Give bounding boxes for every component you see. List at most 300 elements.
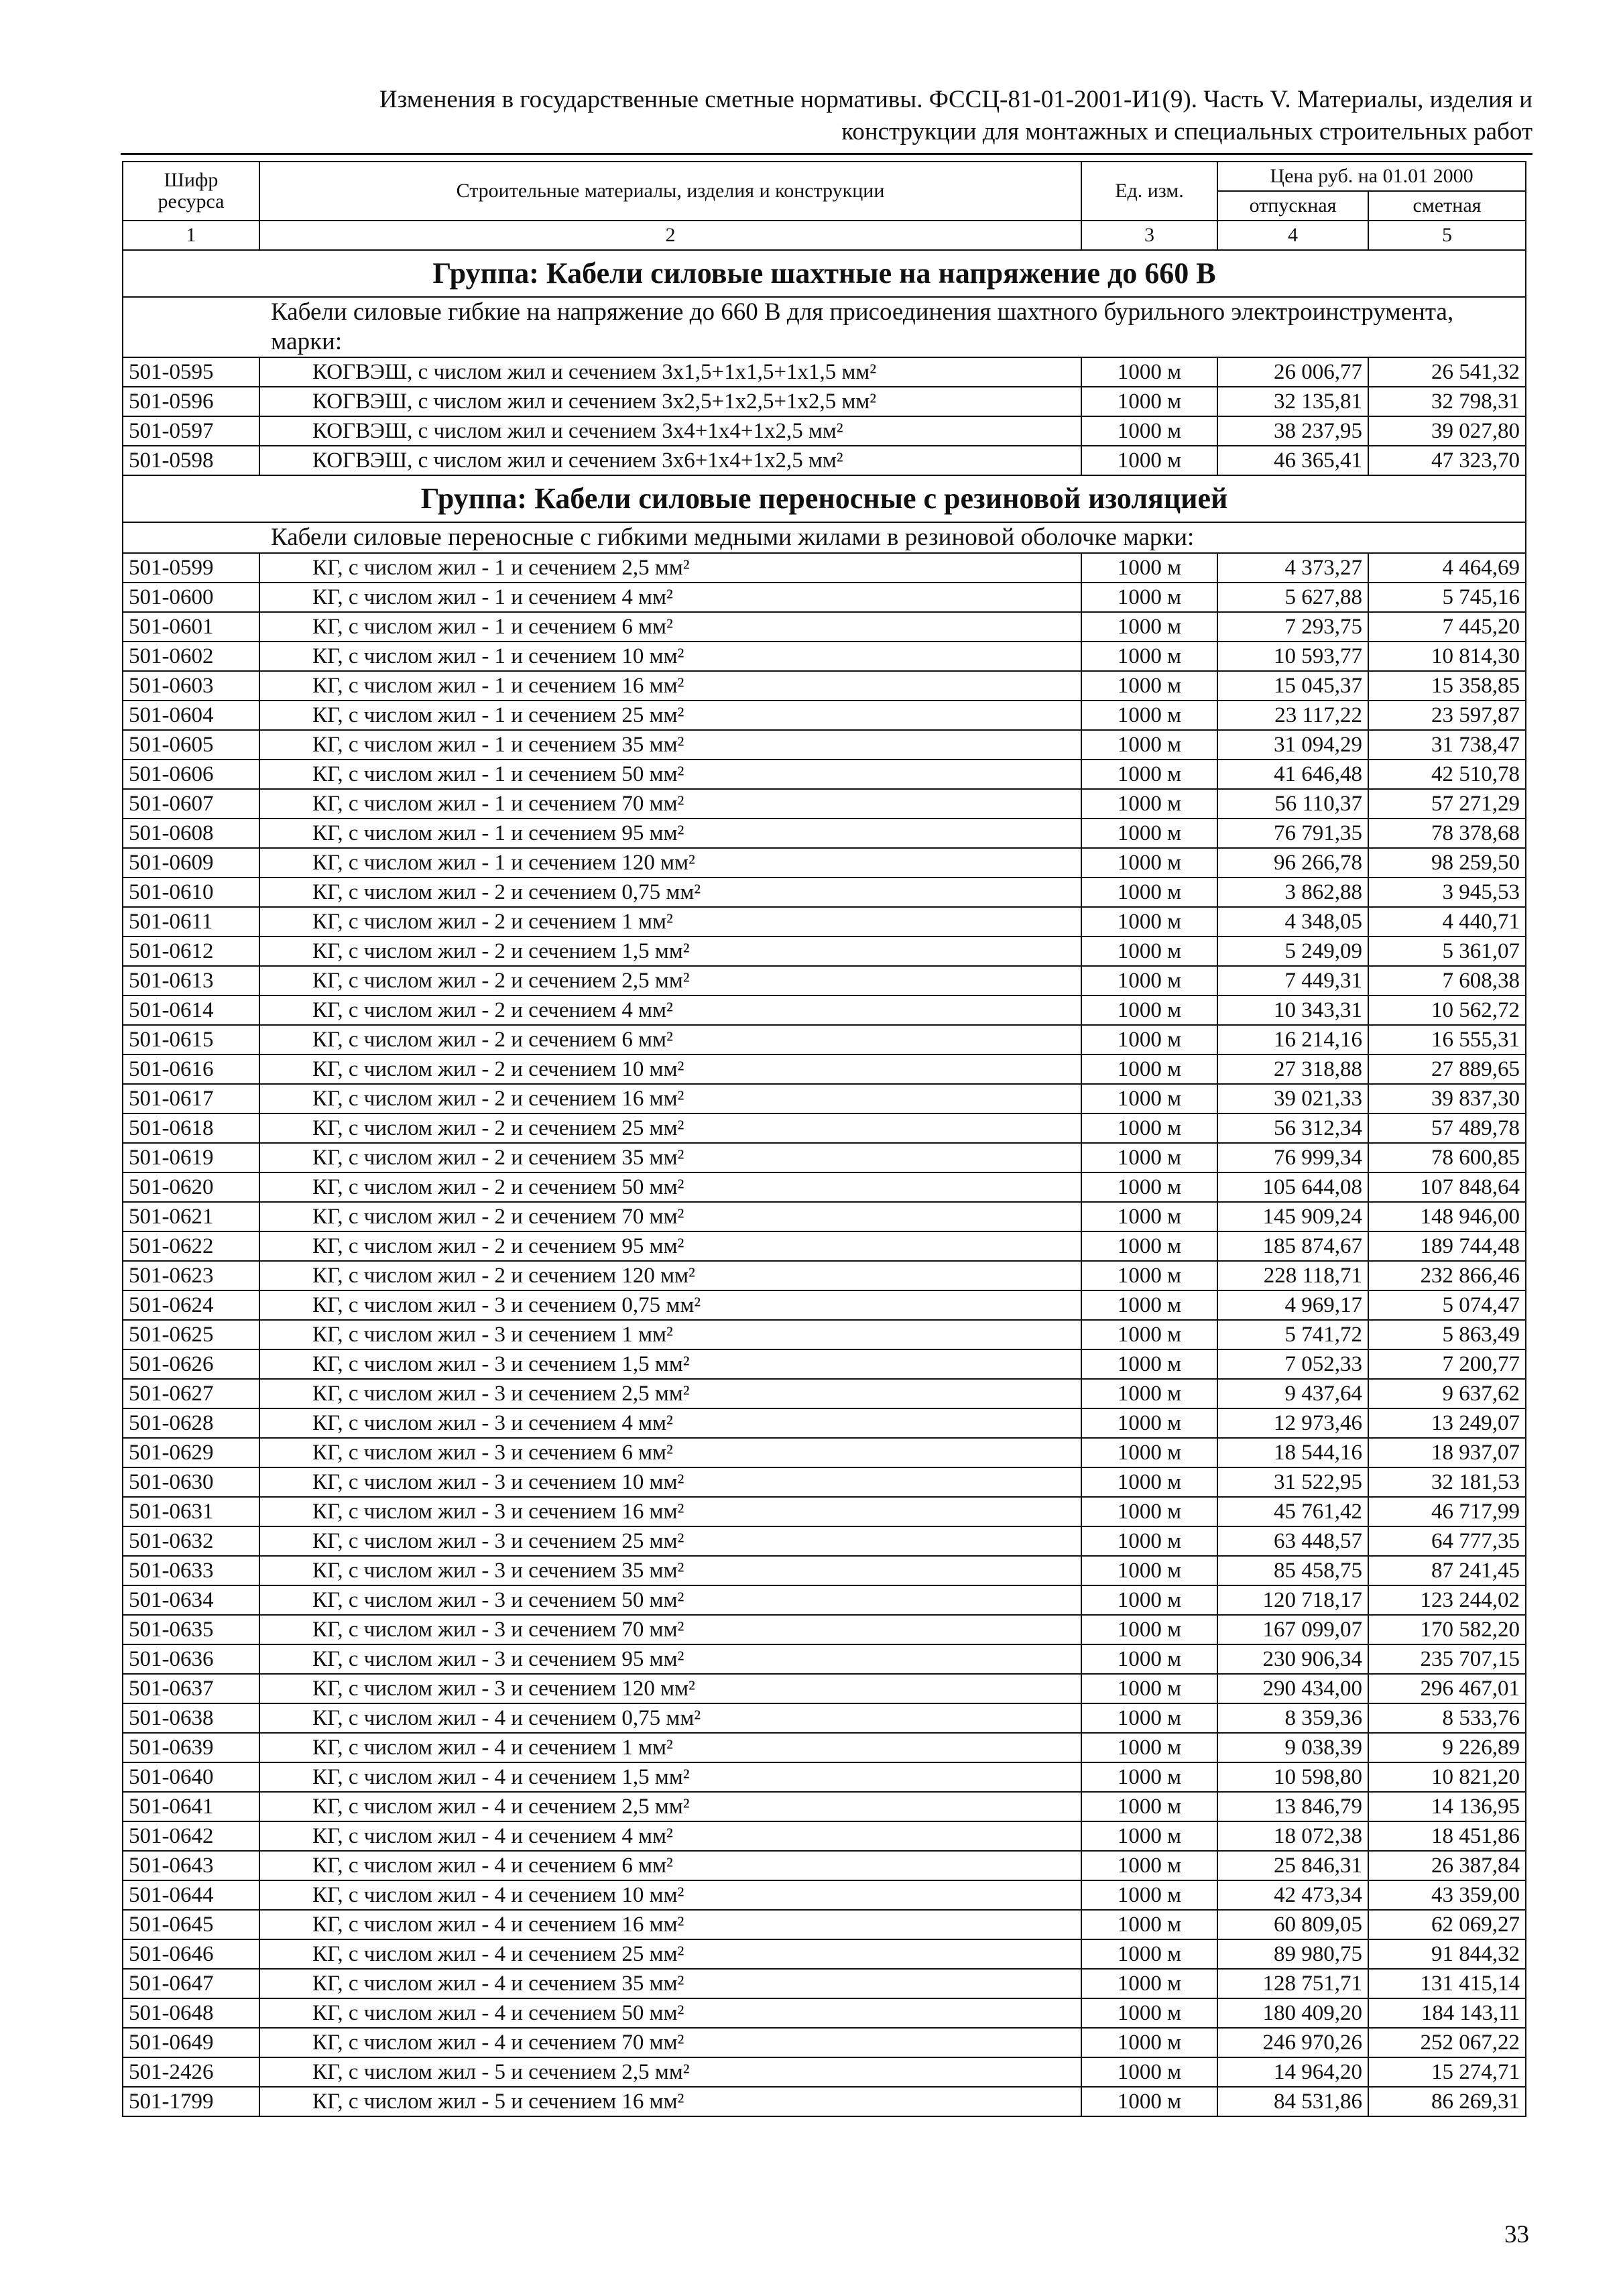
cell-estimate-price: 184 143,11 [1368,1998,1526,2028]
cell-unit: 1000 м [1081,1054,1217,1084]
cell-estimate-price: 43 359,00 [1368,1880,1526,1910]
cell-unit: 1000 м [1081,1703,1217,1733]
cell-code: 501-1799 [123,2087,259,2116]
cell-unit: 1000 м [1081,1733,1217,1762]
cell-release-price: 4 373,27 [1217,553,1368,583]
cell-estimate-price: 57 489,78 [1368,1113,1526,1143]
cell-unit: 1000 м [1081,730,1217,760]
cell-unit: 1000 м [1081,1025,1217,1054]
cell-name: КГ, с числом жил - 3 и сечением 1 мм² [259,1320,1081,1349]
cell-name: КГ, с числом жил - 1 и сечением 16 мм² [259,671,1081,701]
header-rule [121,153,1532,155]
table-row [123,1644,1526,1674]
cell-estimate-price: 8 533,76 [1368,1703,1526,1733]
cell-release-price: 4 969,17 [1217,1290,1368,1320]
cell-name: КГ, с числом жил - 4 и сечением 10 мм² [259,1880,1081,1910]
cell-estimate-price: 47 323,70 [1368,446,1526,475]
cell-unit: 1000 м [1081,1202,1217,1231]
cell-name: КГ, с числом жил - 5 и сечением 16 мм² [259,2087,1081,2116]
cell-estimate-price: 86 269,31 [1368,2087,1526,2116]
cell-code: 501-0637 [123,1674,259,1703]
cell-unit: 1000 м [1081,907,1217,936]
table-head [123,162,1526,250]
cell-unit: 1000 м [1081,1526,1217,1556]
table-row [123,1084,1526,1113]
cell-unit: 1000 м [1081,583,1217,612]
cell-code: 501-0622 [123,1231,259,1261]
cell-code: 501-0628 [123,1408,259,1438]
table-row [123,995,1526,1025]
cell-estimate-price: 3 945,53 [1368,878,1526,907]
cell-release-price: 10 593,77 [1217,642,1368,671]
cell-estimate-price: 46 717,99 [1368,1497,1526,1526]
cell-unit: 1000 м [1081,1792,1217,1821]
cell-unit: 1000 м [1081,1290,1217,1320]
cell-release-price: 76 999,34 [1217,1143,1368,1172]
cell-unit: 1000 м [1081,2087,1217,2116]
cell-name: КГ, с числом жил - 1 и сечением 10 мм² [259,642,1081,671]
cell-unit: 1000 м [1081,416,1217,446]
cell-name: КГ, с числом жил - 1 и сечением 4 мм² [259,583,1081,612]
cell-release-price: 26 006,77 [1217,357,1368,387]
cell-name: КГ, с числом жил - 2 и сечением 10 мм² [259,1054,1081,1084]
table-row [123,1438,1526,1467]
table-row [123,671,1526,701]
cell-code: 501-0601 [123,612,259,642]
table-row [123,1172,1526,1202]
cell-code: 501-0605 [123,730,259,760]
table-row [123,730,1526,760]
cell-name: КГ, с числом жил - 4 и сечением 0,75 мм² [259,1703,1081,1733]
table-row [123,1998,1526,2028]
cell-release-price: 41 646,48 [1217,760,1368,789]
col-number-4: 4 [1217,221,1368,250]
cell-name: КГ, с числом жил - 3 и сечением 0,75 мм² [259,1290,1081,1320]
cell-unit: 1000 м [1081,1585,1217,1615]
cell-name: КГ, с числом жил - 3 и сечением 35 мм² [259,1556,1081,1585]
cell-estimate-price: 16 555,31 [1368,1025,1526,1054]
subgroup-title: Кабели силовые переносные с гибкими медными жилами в резиновой оболочке марки: [123,522,1526,553]
cell-estimate-price: 4 440,71 [1368,907,1526,936]
table-row [123,1054,1526,1084]
cell-release-price: 185 874,67 [1217,1231,1368,1261]
header-line-1: Изменения в государственные сметные нормативы. ФССЦ-81-01-2001-И1(9). Часть V. Материалы, изделия и [379,86,1532,113]
cell-unit: 1000 м [1081,760,1217,789]
cell-code: 501-0630 [123,1467,259,1497]
cell-unit: 1000 м [1081,848,1217,878]
cell-unit: 1000 м [1081,612,1217,642]
cell-name: КГ, с числом жил - 2 и сечением 1,5 мм² [259,936,1081,966]
cell-release-price: 18 072,38 [1217,1821,1368,1851]
cell-code: 501-0634 [123,1585,259,1615]
document-header [121,84,1532,148]
cell-estimate-price: 107 848,64 [1368,1172,1526,1202]
cell-name: КГ, с числом жил - 5 и сечением 2,5 мм² [259,2057,1081,2087]
cell-unit: 1000 м [1081,1172,1217,1202]
cell-estimate-price: 64 777,35 [1368,1526,1526,1556]
cell-name: КГ, с числом жил - 3 и сечением 50 мм² [259,1585,1081,1615]
cell-name: КГ, с числом жил - 2 и сечением 16 мм² [259,1084,1081,1113]
cell-name: КГ, с числом жил - 2 и сечением 70 мм² [259,1202,1081,1231]
cell-code: 501-0645 [123,1910,259,1939]
cell-code: 501-0611 [123,907,259,936]
cell-code: 501-0607 [123,789,259,819]
cell-estimate-price: 232 866,46 [1368,1261,1526,1290]
cell-code: 501-0625 [123,1320,259,1349]
cell-release-price: 27 318,88 [1217,1054,1368,1084]
table-row [123,936,1526,966]
price-table [122,161,1526,2117]
cell-unit: 1000 м [1081,819,1217,848]
cell-name: КГ, с числом жил - 1 и сечением 25 мм² [259,701,1081,730]
cell-code: 501-0618 [123,1113,259,1143]
cell-estimate-price: 4 464,69 [1368,553,1526,583]
cell-name: КГ, с числом жил - 2 и сечением 2,5 мм² [259,966,1081,995]
table-row [123,1851,1526,1880]
cell-estimate-price: 23 597,87 [1368,701,1526,730]
table-row [123,1821,1526,1851]
cell-release-price: 246 970,26 [1217,2028,1368,2057]
cell-name: КГ, с числом жил - 1 и сечением 95 мм² [259,819,1081,848]
cell-release-price: 31 522,95 [1217,1467,1368,1497]
cell-unit: 1000 м [1081,1644,1217,1674]
table-row [123,2087,1526,2116]
cell-release-price: 23 117,22 [1217,701,1368,730]
cell-release-price: 120 718,17 [1217,1585,1368,1615]
cell-code: 501-0631 [123,1497,259,1526]
cell-name: КГ, с числом жил - 4 и сечением 50 мм² [259,1998,1081,2028]
table-row [123,1585,1526,1615]
table-row [123,1880,1526,1910]
table-row [123,1969,1526,1998]
cell-release-price: 16 214,16 [1217,1025,1368,1054]
cell-name: КГ, с числом жил - 4 и сечением 6 мм² [259,1851,1081,1880]
cell-release-price: 12 973,46 [1217,1408,1368,1438]
cell-code: 501-0626 [123,1349,259,1379]
cell-release-price: 10 598,80 [1217,1762,1368,1792]
cell-name: КГ, с числом жил - 3 и сечением 6 мм² [259,1438,1081,1467]
cell-code: 501-0643 [123,1851,259,1880]
cell-estimate-price: 31 738,47 [1368,730,1526,760]
table-row [123,1733,1526,1762]
cell-code: 501-0608 [123,819,259,848]
cell-unit: 1000 м [1081,1467,1217,1497]
col-number-3: 3 [1081,221,1217,250]
cell-unit: 1000 м [1081,671,1217,701]
cell-code: 501-0600 [123,583,259,612]
cell-release-price: 290 434,00 [1217,1674,1368,1703]
cell-name: КГ, с числом жил - 4 и сечением 1,5 мм² [259,1762,1081,1792]
cell-name: КГ, с числом жил - 3 и сечением 10 мм² [259,1467,1081,1497]
cell-estimate-price: 57 271,29 [1368,789,1526,819]
cell-unit: 1000 м [1081,1113,1217,1143]
cell-code: 501-0636 [123,1644,259,1674]
col-header-name: Строительные материалы, изделия и конструкции [259,162,1081,221]
table-row [123,1349,1526,1379]
cell-code: 501-0610 [123,878,259,907]
table-row [123,553,1526,583]
cell-estimate-price: 39 837,30 [1368,1084,1526,1113]
table-row [123,357,1526,387]
cell-release-price: 3 862,88 [1217,878,1368,907]
cell-name: КГ, с числом жил - 2 и сечением 4 мм² [259,995,1081,1025]
cell-name: КГ, с числом жил - 4 и сечением 70 мм² [259,2028,1081,2057]
cell-unit: 1000 м [1081,1320,1217,1349]
cell-estimate-price: 32 798,31 [1368,387,1526,416]
cell-estimate-price: 87 241,45 [1368,1556,1526,1585]
cell-unit: 1000 м [1081,1674,1217,1703]
cell-estimate-price: 123 244,02 [1368,1585,1526,1615]
cell-unit: 1000 м [1081,1084,1217,1113]
cell-estimate-price: 9 226,89 [1368,1733,1526,1762]
cell-estimate-price: 42 510,78 [1368,760,1526,789]
group-title-row [123,250,1526,297]
cell-code: 501-0639 [123,1733,259,1762]
cell-code: 501-0649 [123,2028,259,2057]
table-row [123,612,1526,642]
cell-code: 501-0619 [123,1143,259,1172]
cell-estimate-price: 13 249,07 [1368,1408,1526,1438]
cell-release-price: 32 135,81 [1217,387,1368,416]
cell-code: 501-0606 [123,760,259,789]
cell-estimate-price: 235 707,15 [1368,1644,1526,1674]
cell-name: КОГВЭШ, с числом жил и сечением 3х6+1х4+1х2,5 мм² [259,446,1081,475]
cell-unit: 1000 м [1081,1379,1217,1408]
cell-unit: 1000 м [1081,1998,1217,2028]
cell-release-price: 9 437,64 [1217,1379,1368,1408]
cell-release-price: 31 094,29 [1217,730,1368,760]
col-header-code: Шифр ресурса [123,162,259,221]
cell-code: 501-0647 [123,1969,259,1998]
table-row [123,1231,1526,1261]
cell-release-price: 60 809,05 [1217,1910,1368,1939]
cell-unit: 1000 м [1081,1821,1217,1851]
table-row [123,1703,1526,1733]
table-row [123,1467,1526,1497]
cell-estimate-price: 10 562,72 [1368,995,1526,1025]
table-row [123,878,1526,907]
cell-code: 501-0599 [123,553,259,583]
cell-unit: 1000 м [1081,1349,1217,1379]
cell-release-price: 84 531,86 [1217,2087,1368,2116]
cell-release-price: 18 544,16 [1217,1438,1368,1467]
cell-release-price: 46 365,41 [1217,446,1368,475]
cell-name: КГ, с числом жил - 3 и сечением 2,5 мм² [259,1379,1081,1408]
cell-name: КГ, с числом жил - 1 и сечением 2,5 мм² [259,553,1081,583]
cell-release-price: 63 448,57 [1217,1526,1368,1556]
cell-unit: 1000 м [1081,2028,1217,2057]
page-number: 33 [1504,2221,1529,2248]
cell-code: 501-0617 [123,1084,259,1113]
cell-release-price: 9 038,39 [1217,1733,1368,1762]
cell-estimate-price: 39 027,80 [1368,416,1526,446]
cell-release-price: 15 045,37 [1217,671,1368,701]
cell-estimate-price: 15 274,71 [1368,2057,1526,2087]
cell-code: 501-0613 [123,966,259,995]
table-row [123,2028,1526,2057]
cell-code: 501-0603 [123,671,259,701]
cell-release-price: 5 249,09 [1217,936,1368,966]
cell-release-price: 42 473,34 [1217,1880,1368,1910]
cell-unit: 1000 м [1081,1231,1217,1261]
cell-code: 501-0640 [123,1762,259,1792]
cell-unit: 1000 м [1081,789,1217,819]
table-row [123,1939,1526,1969]
cell-unit: 1000 м [1081,357,1217,387]
cell-code: 501-0648 [123,1998,259,2028]
col-header-price: Цена руб. на 01.01 2000 [1217,162,1526,191]
cell-release-price: 230 906,34 [1217,1644,1368,1674]
cell-name: КГ, с числом жил - 3 и сечением 120 мм² [259,1674,1081,1703]
cell-unit: 1000 м [1081,642,1217,671]
cell-release-price: 7 052,33 [1217,1349,1368,1379]
cell-unit: 1000 м [1081,1939,1217,1969]
cell-name: КГ, с числом жил - 2 и сечением 35 мм² [259,1143,1081,1172]
cell-estimate-price: 5 074,47 [1368,1290,1526,1320]
cell-unit: 1000 м [1081,1497,1217,1526]
cell-code: 501-0614 [123,995,259,1025]
cell-release-price: 76 791,35 [1217,819,1368,848]
table-row [123,1379,1526,1408]
cell-name: КГ, с числом жил - 4 и сечением 4 мм² [259,1821,1081,1851]
cell-release-price: 25 846,31 [1217,1851,1368,1880]
table-row [123,1556,1526,1585]
cell-code: 501-0623 [123,1261,259,1290]
cell-unit: 1000 м [1081,936,1217,966]
header-line-2: конструкции для монтажных и специальных строительных работ [841,118,1532,145]
cell-code: 501-0629 [123,1438,259,1467]
cell-code: 501-0632 [123,1526,259,1556]
table-row [123,446,1526,475]
cell-name: КГ, с числом жил - 2 и сечением 50 мм² [259,1172,1081,1202]
cell-unit: 1000 м [1081,1762,1217,1792]
table-row [123,387,1526,416]
table-row [123,1202,1526,1231]
group-title: Группа: Кабели силовые шахтные на напряжение до 660 В [123,250,1526,297]
cell-name: КГ, с числом жил - 1 и сечением 70 мм² [259,789,1081,819]
cell-name: КГ, с числом жил - 4 и сечением 16 мм² [259,1910,1081,1939]
cell-estimate-price: 15 358,85 [1368,671,1526,701]
col-number-1: 1 [123,221,259,250]
table-row [123,1674,1526,1703]
subgroup-row [123,522,1526,553]
col-header-unit: Ед. изм. [1081,162,1217,221]
group-title: Группа: Кабели силовые переносные с резиновой изоляцией [123,475,1526,522]
cell-estimate-price: 9 637,62 [1368,1379,1526,1408]
table-row [123,1025,1526,1054]
cell-name: КГ, с числом жил - 1 и сечением 35 мм² [259,730,1081,760]
cell-name: КГ, с числом жил - 2 и сечением 25 мм² [259,1113,1081,1143]
cell-release-price: 228 118,71 [1217,1261,1368,1290]
cell-code: 501-0612 [123,936,259,966]
cell-release-price: 145 909,24 [1217,1202,1368,1231]
cell-estimate-price: 98 259,50 [1368,848,1526,878]
cell-release-price: 56 312,34 [1217,1113,1368,1143]
cell-code: 501-0642 [123,1821,259,1851]
cell-estimate-price: 148 946,00 [1368,1202,1526,1231]
cell-release-price: 7 449,31 [1217,966,1368,995]
col-number-2: 2 [259,221,1081,250]
cell-name: КГ, с числом жил - 2 и сечением 120 мм² [259,1261,1081,1290]
cell-release-price: 128 751,71 [1217,1969,1368,1998]
table-row [123,1290,1526,1320]
table-row [123,416,1526,446]
table-row [123,1792,1526,1821]
cell-code: 501-0620 [123,1172,259,1202]
cell-unit: 1000 м [1081,1143,1217,1172]
cell-unit: 1000 м [1081,701,1217,730]
cell-estimate-price: 62 069,27 [1368,1910,1526,1939]
cell-estimate-price: 189 744,48 [1368,1231,1526,1261]
cell-code: 501-0598 [123,446,259,475]
cell-release-price: 5 741,72 [1217,1320,1368,1349]
cell-name: КГ, с числом жил - 2 и сечением 6 мм² [259,1025,1081,1054]
table-row [123,1261,1526,1290]
col-header-release: отпускная [1217,191,1368,221]
col-number-5: 5 [1368,221,1526,250]
cell-estimate-price: 10 814,30 [1368,642,1526,671]
cell-estimate-price: 296 467,01 [1368,1674,1526,1703]
cell-unit: 1000 м [1081,1556,1217,1585]
table-row [123,583,1526,612]
cell-release-price: 8 359,36 [1217,1703,1368,1733]
cell-unit: 1000 м [1081,878,1217,907]
cell-name: КГ, с числом жил - 1 и сечением 6 мм² [259,612,1081,642]
cell-release-price: 89 980,75 [1217,1939,1368,1969]
cell-estimate-price: 78 378,68 [1368,819,1526,848]
col-header-estimate: сметная [1368,191,1526,221]
table-row [123,966,1526,995]
cell-name: КОГВЭШ, с числом жил и сечением 3х4+1х4+1х2,5 мм² [259,416,1081,446]
cell-code: 501-0597 [123,416,259,446]
cell-unit: 1000 м [1081,1910,1217,1939]
cell-release-price: 167 099,07 [1217,1615,1368,1644]
table-row [123,848,1526,878]
table-row [123,1113,1526,1143]
cell-name: КГ, с числом жил - 3 и сечением 70 мм² [259,1615,1081,1644]
table-row [123,642,1526,671]
cell-release-price: 38 237,95 [1217,416,1368,446]
cell-name: КГ, с числом жил - 2 и сечением 95 мм² [259,1231,1081,1261]
cell-code: 501-0595 [123,357,259,387]
cell-name: КГ, с числом жил - 4 и сечением 35 мм² [259,1969,1081,1998]
cell-estimate-price: 131 415,14 [1368,1969,1526,1998]
table-row [123,907,1526,936]
cell-name: КГ, с числом жил - 4 и сечением 2,5 мм² [259,1792,1081,1821]
cell-estimate-price: 18 451,86 [1368,1821,1526,1851]
subgroup-row [123,297,1526,357]
cell-unit: 1000 м [1081,1261,1217,1290]
cell-code: 501-0627 [123,1379,259,1408]
cell-name: КГ, с числом жил - 3 и сечением 25 мм² [259,1526,1081,1556]
cell-name: КГ, с числом жил - 4 и сечением 1 мм² [259,1733,1081,1762]
cell-release-price: 85 458,75 [1217,1556,1368,1585]
cell-estimate-price: 10 821,20 [1368,1762,1526,1792]
cell-release-price: 7 293,75 [1217,612,1368,642]
cell-unit: 1000 м [1081,2057,1217,2087]
cell-name: КГ, с числом жил - 3 и сечением 4 мм² [259,1408,1081,1438]
cell-name: КОГВЭШ, с числом жил и сечением 3х1,5+1х1,5+1х1,5 мм² [259,357,1081,387]
cell-unit: 1000 м [1081,1615,1217,1644]
cell-name: КГ, с числом жил - 4 и сечением 25 мм² [259,1939,1081,1969]
cell-release-price: 45 761,42 [1217,1497,1368,1526]
cell-code: 501-0621 [123,1202,259,1231]
cell-code: 501-0604 [123,701,259,730]
cell-code: 501-0635 [123,1615,259,1644]
cell-code: 501-0646 [123,1939,259,1969]
cell-code: 501-0641 [123,1792,259,1821]
cell-code: 501-0602 [123,642,259,671]
